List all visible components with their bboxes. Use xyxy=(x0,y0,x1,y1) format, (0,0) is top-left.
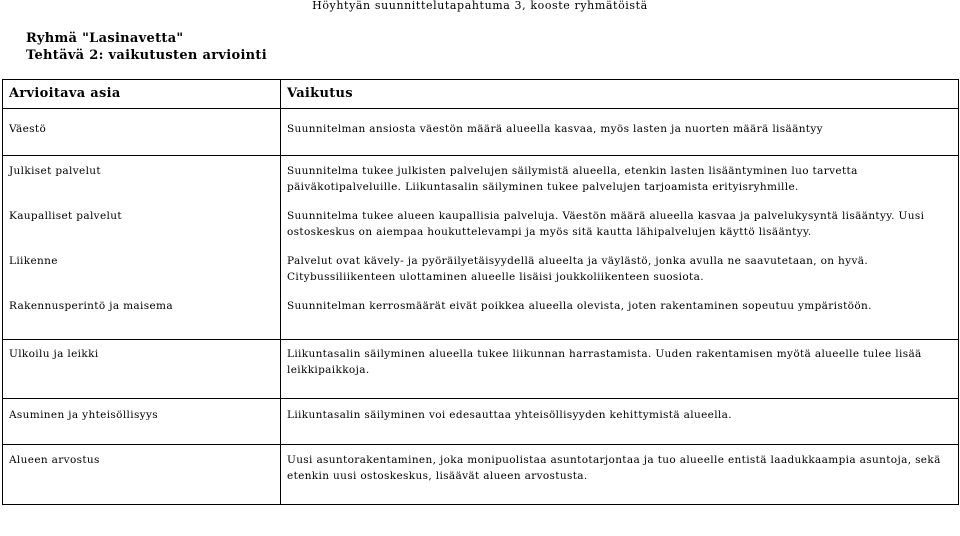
row-impact: Liikuntasalin säilyminen voi edesauttaa yhteisöllisyyden kehittymistä alueella. xyxy=(287,409,732,421)
row-impact: Suunnitelma tukee julkisten palvelujen säilymistä alueella, etenkin lasten lisääntyminen luo tarvetta päiväkotipalveluille. Liikuntasalin säilyminen tukee palvelujen tarjoamista erityisryhmille. xyxy=(287,165,858,193)
column-header-subject: Arvioitava asia xyxy=(3,80,281,109)
group-title: Ryhmä "Lasinavetta" xyxy=(26,31,184,46)
impact-cell xyxy=(281,109,959,156)
row-impact: Palvelut ovat kävely- ja pyöräilyetäisyydellä alueelta ja väylästö, jonka avulla ne saavutetaan, on hyvä. Citybussiliikenteen ulottaminen alueelle lisäisi joukkoliikenteen suosiota. xyxy=(287,255,869,283)
row-subject: Alueen arvostus xyxy=(9,454,100,466)
column-header-impact: Vaikutus xyxy=(281,80,959,109)
task-title: Tehtävä 2: vaikutusten arviointi xyxy=(26,48,267,63)
subject-cell xyxy=(3,109,281,156)
table-header-row xyxy=(3,80,959,109)
impact-cell xyxy=(281,399,959,445)
table-row xyxy=(3,445,959,505)
impact-cell xyxy=(281,445,959,505)
row-subject: Kaupalliset palvelut xyxy=(9,210,122,222)
impact-cell xyxy=(281,156,959,340)
table-row xyxy=(3,109,959,156)
row-subject: Liikenne xyxy=(9,255,58,267)
row-subject: Väestö xyxy=(9,123,47,135)
subject-cell xyxy=(3,156,281,340)
table-row xyxy=(3,340,959,399)
subject-cell xyxy=(3,445,281,505)
page-header: Höyhtyän suunnittelutapahtuma 3, kooste ryhmätöistä xyxy=(312,0,648,12)
row-subject: Asuminen ja yhteisöllisyys xyxy=(9,409,158,421)
row-impact: Suunnitelma tukee alueen kaupallisia palveluja. Väestön määrä alueella kasvaa ja palvelukysyntä lisääntyy. Uusi ostoskeskus on aiempaa houkuttelevampi ja myös sitä kautta lähipalvelujen käyttö lisääntyy. xyxy=(287,210,925,238)
impact-cell xyxy=(281,340,959,399)
subject-cell xyxy=(3,340,281,399)
row-subject: Ulkoilu ja leikki xyxy=(9,348,99,360)
table-row-group xyxy=(3,156,959,340)
table-row xyxy=(3,399,959,445)
subject-cell xyxy=(3,399,281,445)
row-impact: Suunnitelman ansiosta väestön määrä alueella kasvaa, myös lasten ja nuorten määrä lisääntyy xyxy=(287,123,823,135)
assessment-table xyxy=(2,79,959,505)
row-impact: Suunnitelman kerrosmäärät eivät poikkea alueella olevista, joten rakentaminen sopeutuu ympäristöön. xyxy=(287,300,872,312)
row-impact: Uusi asuntorakentaminen, joka monipuolistaa asuntotarjontaa ja tuo alueelle entistä laadukkaampia asuntoja, sekä etenkin uusi ostoskeskus, lisäävät alueen arvostusta. xyxy=(287,454,941,482)
row-impact: Liikuntasalin säilyminen alueella tukee liikunnan harrastamista. Uuden rakentamisen myötä alueelle tulee lisää leikkipaikkoja. xyxy=(287,348,922,376)
row-subject: Julkiset palvelut xyxy=(9,165,101,177)
row-subject: Rakennusperintö ja maisema xyxy=(9,300,173,312)
